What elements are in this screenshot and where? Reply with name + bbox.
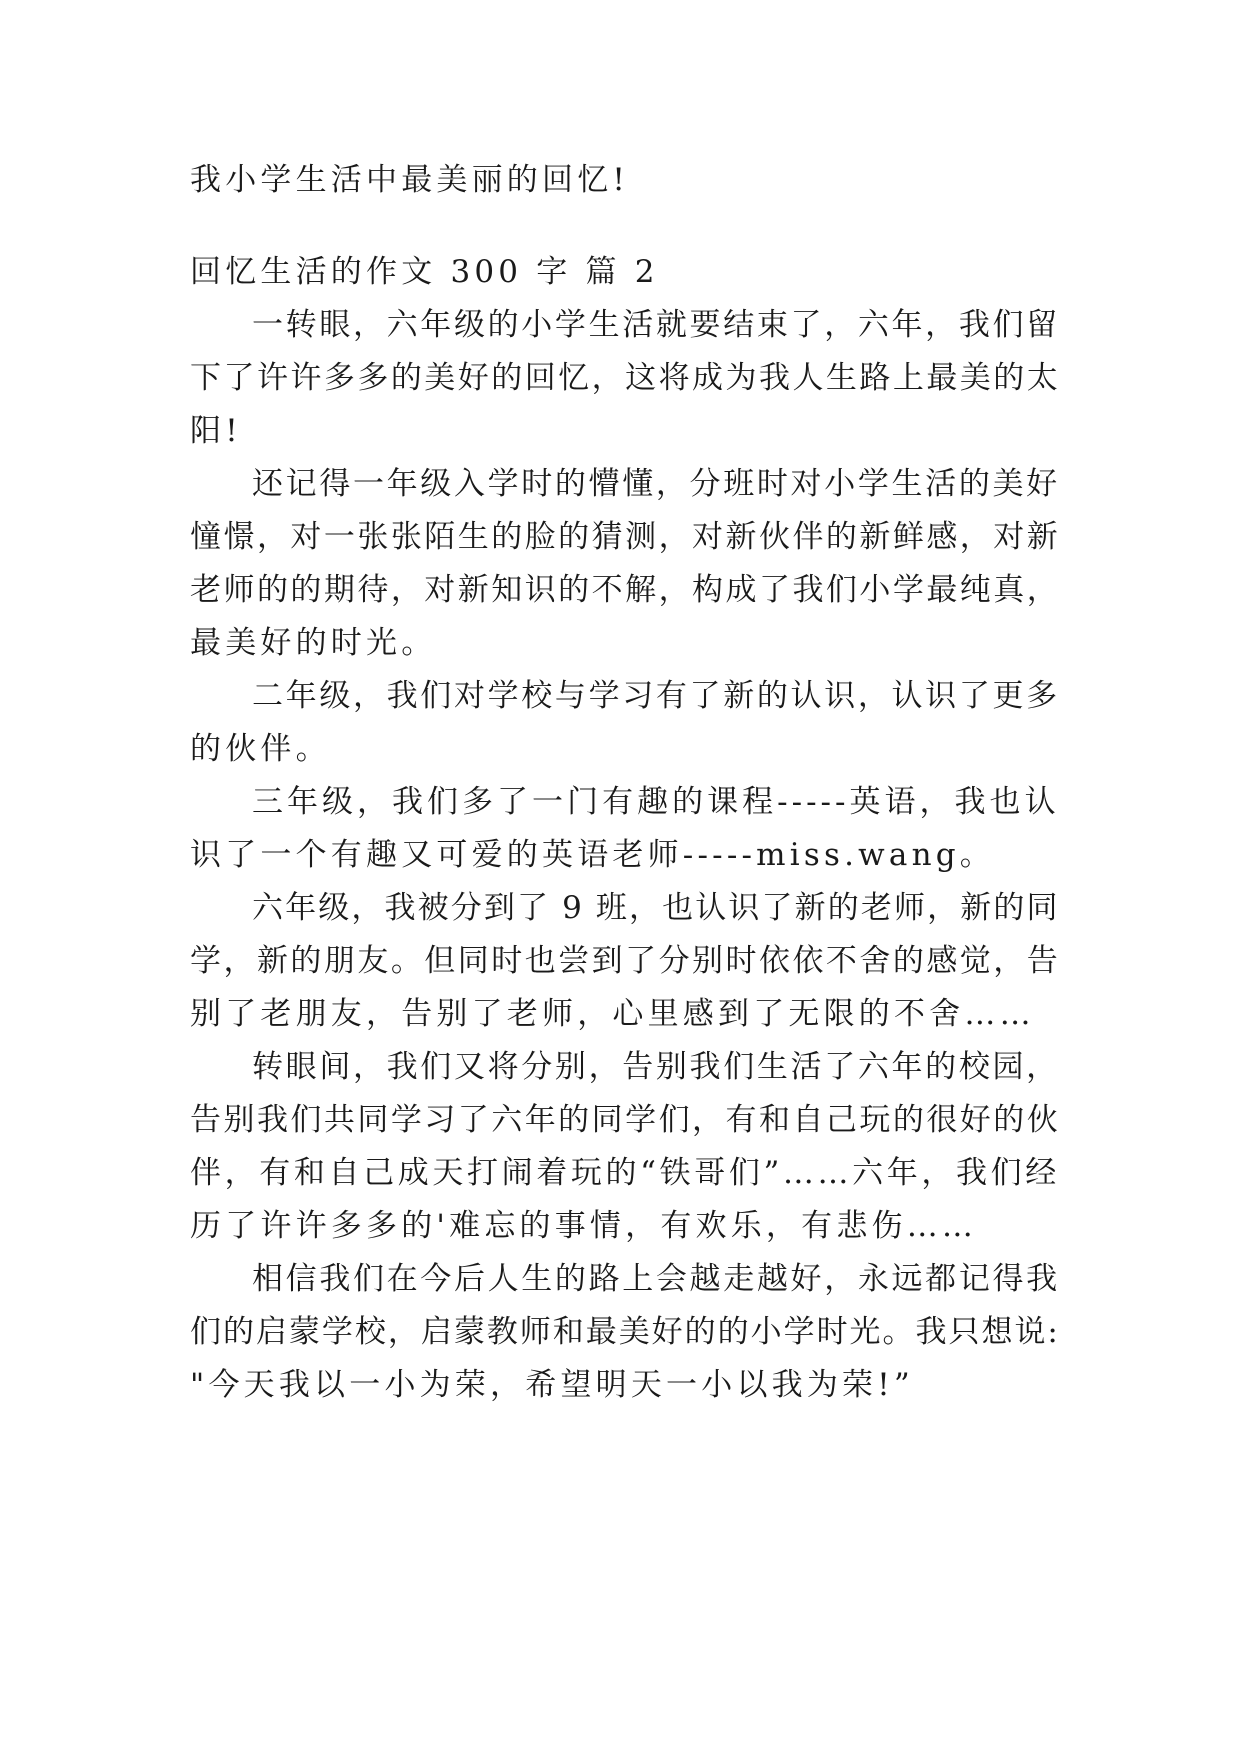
paragraph-2-line-3: 老师的的期待，对新知识的不解，构成了我们小学最纯真， bbox=[190, 572, 1061, 608]
paragraph-4-line-2: 识了一个有趣又可爱的英语老师-----miss.wang。 bbox=[190, 837, 995, 873]
paragraph-2-line-1: 还记得一年级入学时的懵懂，分班时对小学生活的美好 bbox=[252, 466, 1060, 502]
paragraph-5-line-3: 别了老朋友，告别了老师，心里感到了无限的不舍…… bbox=[190, 996, 1035, 1032]
paragraph-1-line-3: 阳! bbox=[190, 413, 242, 449]
paragraph-7-line-3: "今天我以一小为荣，希望明天一小以我为荣!” bbox=[190, 1367, 914, 1403]
paragraph-4-line-1: 三年级，我们多了一门有趣的课程-----英语，我也认 bbox=[252, 784, 1060, 820]
paragraph-6-line-4: 历了许许多多的'难忘的事情，有欢乐，有悲伤…… bbox=[190, 1208, 978, 1244]
paragraph-5-line-2: 学，新的朋友。但同时也尝到了分别时依依不舍的感觉，告 bbox=[190, 943, 1061, 979]
paragraph-1-line-2: 下了许许多多的美好的回忆，这将成为我人生路上最美的太 bbox=[190, 360, 1061, 396]
paragraph-3-line-1: 二年级，我们对学校与学习有了新的认识，认识了更多 bbox=[252, 678, 1060, 714]
section-heading: 回忆生活的作文 300 字 篇 2 bbox=[190, 254, 659, 290]
opening-line: 我小学生活中最美丽的回忆! bbox=[190, 162, 630, 198]
paragraph-6-line-2: 告别我们共同学习了六年的同学们，有和自己玩的很好的伙 bbox=[190, 1102, 1061, 1138]
paragraph-1-line-1: 一转眼，六年级的小学生活就要结束了，六年，我们留 bbox=[252, 307, 1060, 343]
paragraph-3-line-2: 的伙伴。 bbox=[190, 731, 331, 767]
paragraph-7-line-1: 相信我们在今后人生的路上会越走越好，永远都记得我 bbox=[252, 1261, 1060, 1297]
paragraph-2-line-4: 最美好的时光。 bbox=[190, 625, 437, 661]
paragraph-6-line-3: 伴，有和自己成天打闹着玩的“铁哥们”……六年，我们经 bbox=[190, 1155, 1060, 1191]
paragraph-7-line-2: 们的启蒙学校，启蒙教师和最美好的的小学时光。我只想说: bbox=[190, 1314, 1060, 1350]
paragraph-5-line-1: 六年级，我被分到了 9 班，也认识了新的老师，新的同 bbox=[252, 890, 1060, 926]
paragraph-2-line-2: 憧憬，对一张张陌生的脸的猜测，对新伙伴的新鲜感，对新 bbox=[190, 519, 1061, 555]
paragraph-6-line-1: 转眼间，我们又将分别，告别我们生活了六年的校园， bbox=[252, 1049, 1060, 1085]
